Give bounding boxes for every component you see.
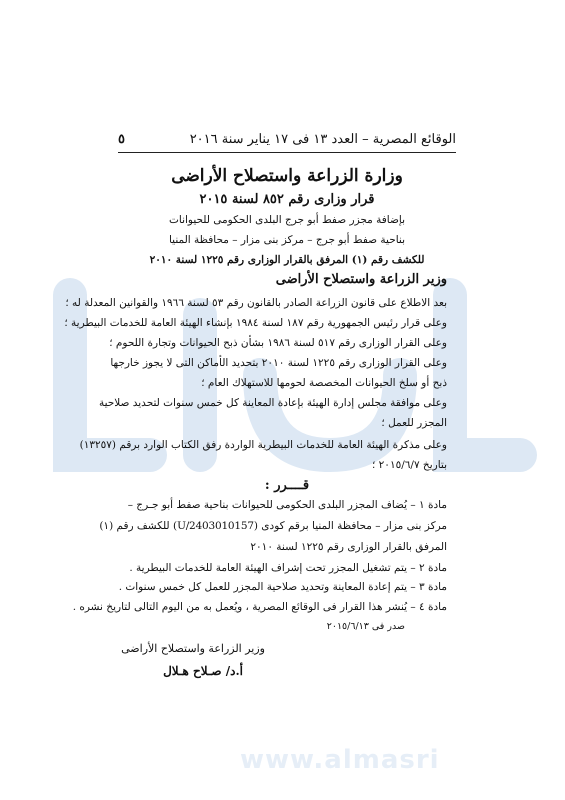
preamble-line: وعلى موافقة مجلس إدارة الهيئة بإعادة المعاينة كل خمس سنوات لتحديد صلاحية [98, 397, 447, 409]
article-line: مادة ٣ – يتم إعادة المعاينة وتحديد صلاحية المجزر للعمل كل خمس سنوات . [118, 581, 447, 593]
preamble-line: وعلى مذكرة الهيئة العامة للخدمات البيطرية الواردة رفق الكتاب الوارد برقم (١٣٢٥٧) [79, 439, 447, 451]
preamble-line: بتاريخ ٢٠١٥/٦/٧ ؛ [371, 459, 447, 471]
gazette-header: الوقائع المصرية – العدد ١٣ فى ١٧ يناير سنة ٢٠١٦ [189, 132, 456, 147]
article-line: مادة ١ – يُضاف المجزر البلدى الحكومى للحيوانات بناحية صفط أبو جـرج – [127, 499, 447, 511]
preamble-line: وعلى القرار الوزارى رقم ١٢٢٥ لسنة ٢٠١٠ بتحديد الأماكن التى لا يجوز خارجها [110, 357, 447, 369]
decides-heading: قــــرر : [264, 478, 310, 493]
minister-heading: وزير الزراعة واستصلاح الأراضى [275, 272, 447, 287]
ministry-title: وزارة الزراعة واستصلاح الأراضى [171, 166, 403, 186]
page-number: ٥ [118, 132, 125, 147]
issue-date: صدر فى ٢٠١٥/٦/١٣ [326, 621, 405, 632]
page-header [118, 132, 456, 153]
signatory-name: أ.د/ صـلاح هـلال [163, 664, 243, 678]
article-line: المرفق بالقرار الوزارى رقم ١٢٢٥ لسنة ٢٠١٠ [250, 541, 447, 553]
preamble-line: المجزر للعمل ؛ [381, 417, 447, 429]
article-line: مركز بنى مزار – محافظة المنيا برقم كودى (U/2403010157) للكشف رقم (١) [99, 520, 447, 532]
decree-title: قرار وزارى رقم ٨٥٢ لسنة ٢٠١٥ [199, 192, 375, 207]
subject-line-1: بإضافة مجزر صفط أبو جرج البلدى الحكومى للحيوانات [169, 214, 405, 226]
subject-line-3: للكشف رقم (١) المرفق بالقرار الوزارى رقم ١٢٢٥ لسنة ٢٠١٠ [149, 254, 425, 266]
preamble-line: ذبح أو سلخ الحيوانات المخصصة لحومها للاستهلاك العام ؛ [201, 377, 447, 389]
article-line: مادة ٢ – يتم تشغيل المجزر تحت إشراف الهيئة العامة للخدمات البيطرية . [129, 562, 447, 574]
watermark-url: www.almasri [240, 745, 440, 775]
article-line: مادة ٤ – يُنشر هذا القرار فى الوقائع المصرية ، ويُعمل به من اليوم التالى لتاريخ نشره . [72, 601, 447, 613]
subject-line-2: بناحية صفط أبو جرج – مركز بنى مزار – محافظة المنيا [168, 234, 406, 246]
preamble-line: وعلى قرار رئيس الجمهورية رقم ١٨٧ لسنة ١٩٨٤ بإنشاء الهيئة العامة للخدمات البيطرية ؛ [64, 317, 447, 329]
preamble-line: بعد الاطلاع على قانون الزراعة الصادر بالقانون رقم ٥٣ لسنة ١٩٦٦ والقوانين المعدلة له ؛ [65, 297, 447, 309]
signatory-title: وزير الزراعة واستصلاح الأراضى [121, 642, 265, 655]
preamble-line: وعلى القرار الوزارى رقم ٥١٧ لسنة ١٩٨٦ بشأن ذبح الحيوانات وتجارة اللحوم ؛ [109, 337, 447, 349]
